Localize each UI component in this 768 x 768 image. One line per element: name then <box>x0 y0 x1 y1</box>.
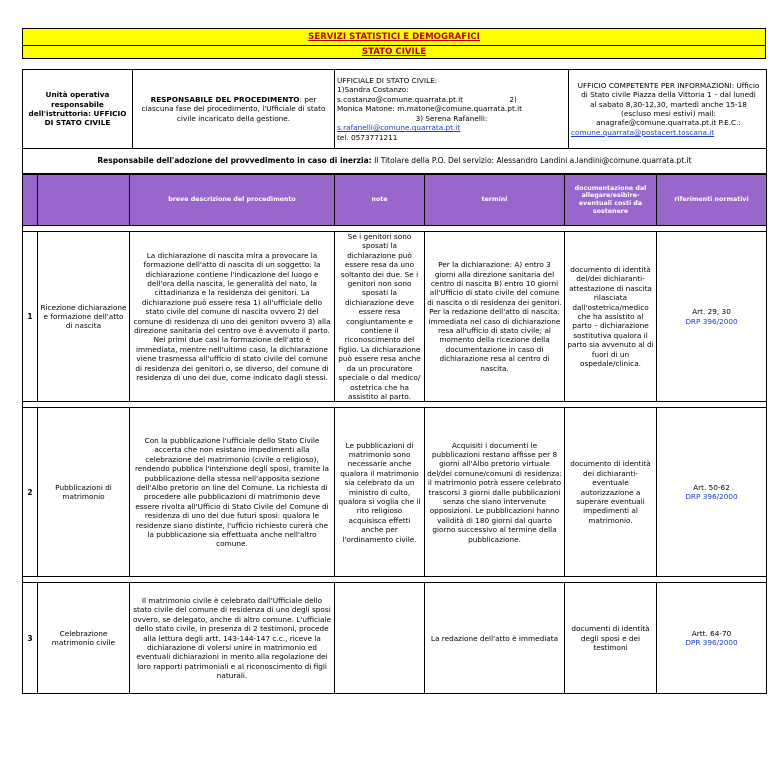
reference-link[interactable]: DPR 396/2000 <box>685 638 738 648</box>
procedure-responsible-text: : per ciascuna fase del procedimento, l'Ufficiale di stato civile incaricato della gestione. <box>141 94 326 123</box>
pec-email-link[interactable]: comune.quarrata@postacert.toscana.it <box>571 127 715 137</box>
reference-text: Art. 29, 30 <box>692 307 731 317</box>
officers-line-1: UFFICIALE DI STATO CIVILE: <box>337 76 438 86</box>
officers-line-3: s.costanzo@comune.quarrata.pt.it 2) <box>337 94 517 104</box>
info-table <box>22 69 767 174</box>
procedure-notes <box>335 583 425 694</box>
procedure-references <box>657 408 767 577</box>
procedure-name: Pubblicazioni di matrimonio <box>38 408 130 577</box>
row-number: 2 <box>23 408 38 577</box>
procedure-responsible <box>133 70 335 149</box>
procedure-description: La dichiarazione di nascita mira a provocare la formazione dell'atto di nascita di un soggetto: la dichiarazione contiene l'indicazione del luogo e dell'ora della nascita, le generalità del nato, la cittadinanza e la residenza dei genitori. La dichiarazione può essere resa 1) all'ufficiale dello stato civile del comune di nascita ovvero 2) del comune di residenza di uno dei genitori ovvero 3) alla direzione sanitaria del centro ove è avvenuto il parto. Nei primi due casi la formazione dell'atto è immediata, mentre nell'ultimo caso, la dichiarazione viene trasmessa all'ufficio di stato civile del comune di residenza dei genitori o, se diverso, del comune di residenza di uno dei due, come indicato dagli stessi. <box>130 232 335 402</box>
header-documents: documentazione dal allegare/esibire- eventuali costi da sostenere <box>565 175 657 226</box>
procedure-documents: documento di identità del/dei dichiaranti- attestazione di nascita rilasciata dall'ostetrica/medico che ha assistito al parto – dichiarazione sostitutiva qualora il parto sia avvenuto al di fuori di un ospedale/clinica. <box>565 232 657 402</box>
row-number: 1 <box>23 232 38 402</box>
header-name-cell <box>38 175 130 226</box>
inertia-label: Responsabile dell'adozione del provvedimento in caso di inerzia: <box>97 156 372 166</box>
header-terms: termini <box>425 175 565 226</box>
civil-status-officers <box>335 70 569 149</box>
officers-line-5: 3) Serena Rafanelli: <box>415 113 488 123</box>
procedure-notes: Le pubblicazioni di matrimonio sono necessarie anche qualora il matrimonio sia celebrato da un ministro di culto, qualora si voglia che il rito religioso acquisisca effetti anche per l'ordinamento civile. <box>335 408 425 577</box>
officers-line-2: 1)Sandra Costanzo: <box>337 85 409 95</box>
procedure-notes: Se i genitori sono sposati la dichiarazione può essere resa da uno soltanto dei due. Se i genitori non sono sposati la dichiarazione deve essere resa congiuntamente e contiene il riconoscimento del figlio. La dichiarazione può essere resa anche da un procuratore speciale o dal medico/ ostetrica che ha assistito al parto. <box>335 232 425 402</box>
officer-email-link[interactable]: s.rafanelli@comune.quarrata.pt.it <box>337 123 461 133</box>
procedure-references <box>657 232 767 402</box>
table-row <box>23 583 767 694</box>
reference-text: Artt. 64-70 <box>691 628 732 638</box>
inertia-responsible <box>23 149 767 174</box>
header-description: breve descrizione del procedimento <box>130 175 335 226</box>
procedure-terms: Acquisiti i documenti le pubblicazioni restano affisse per 8 giorni all'Albo pretorio virtuale del/dei comune/comuni di residenza: il matrimonio potrà essere celebrato trascorsi 3 giorni dalle pubblicazioni senza che siano intervenute opposizioni. Le pubblicazioni hanno validità di 180 giorni dal quarto giorno successivo al termine della pubblicazione. <box>425 408 565 577</box>
office-phone: tel. 0573771211 <box>337 132 398 142</box>
officers-line-4: Monica Matone: m.matone@comune.quarrata.pt.it <box>337 104 523 114</box>
reference-link[interactable]: DRP 396/2000 <box>685 492 738 502</box>
procedures-table <box>22 174 767 694</box>
reference-link[interactable]: DRP 396/2000 <box>685 316 738 326</box>
responsible-unit: Unità operativa responsabile dell'istruttoria: UFFICIO DI STATO CIVILE <box>23 70 133 149</box>
procedure-terms: Per la dichiarazione: A) entro 3 giorni alla direzione sanitaria del centro di nascita B) entro 10 giorni all'Ufficio di stato civile del comune di nascita o di residenza dei genitori. Per la redazione dell'atto di nascita: immediata nel caso di dichiarazione resa all'ufficio di stato civile; al momento della ricezione della documentazione in caso di dichiarazione resa al centro di nascita. <box>425 232 565 402</box>
row-number: 3 <box>23 583 38 694</box>
procedure-responsible-label: RESPONSABILE DEL PROCEDIMENTO <box>150 94 300 104</box>
procedure-documents: documenti di identità degli sposi e dei testimoni <box>565 583 657 694</box>
header-references: riferimenti normativi <box>657 175 767 226</box>
procedure-name: Ricezione dichiarazione e formazione dell'atto di nascita <box>38 232 130 402</box>
reference-text: Art. 50-62 <box>693 482 730 492</box>
header-notes: note <box>335 175 425 226</box>
table-row <box>23 408 767 577</box>
page-title: SERVIZI STATISTICI E DEMOGRAFICI <box>22 28 766 46</box>
procedure-terms: La redazione dell'atto è immediata <box>425 583 565 694</box>
procedure-name: Celebrazione matrimonio civile <box>38 583 130 694</box>
table-row <box>23 232 767 402</box>
competent-office <box>569 70 767 149</box>
section-title: STATO CIVILE <box>22 46 766 59</box>
document-sheet <box>22 28 766 694</box>
procedure-documents: documento di identità dei dichiaranti- eventuale autorizzazione a superare eventuali impedimenti al matrimonio. <box>565 408 657 577</box>
inertia-text: Il Titolare della P.O. Del servizio: Alessandro Landini a.landini@comune.quarrata.pt.it <box>371 156 692 166</box>
procedure-references <box>657 583 767 694</box>
competent-office-text: UFFICIO COMPETENTE PER INFORMAZIONI: Ufficio di Stato civile Piazza della Vittoria 1 – dal lunedì al sabato 8,30-12,30, martedì anche 15-18 (escluso mesi estivi) mail: anagrafe@comune.quarrata.pt.it P.E.C.: <box>577 80 760 128</box>
procedure-description: Il matrimonio civile è celebrato dall'Ufficiale dello stato civile del comune di residenza di uno degli sposi ovvero, se delegato, anche di altro comune. L'ufficiale dello stato civile, in presenza di 2 testimoni, procede alla lettura degli artt. 143-144-147 c.c., riceve la dichiarazione di volersi unire in matrimonio ed eventuali dichiarazioni in merito alla regolazione dei loro rapporti patrimoniali e al riconoscimento di figli naturali. <box>130 583 335 694</box>
procedure-description: Con la pubblicazione l'ufficiale dello Stato Civile accerta che non esistano impedimenti alla celebrazione del matrimonio (civile o religioso), rendendo pubblica l'intenzione degli sposi, tramite la pubblicazione della stessa nell'apposita sezione dell'Albo pretorio on line del Comune. La richiesta di procedere alle pubblicazioni di matrimonio deve essere rivolta all'Ufficio di Stato Civile del Comune di residenza di uno dei due futuri sposi: qualora le residenze siano distinte, l'ufficio richiesto curerà che la pubblicazione sia effettuata anche nell'altro comune. <box>130 408 335 577</box>
header-number-cell <box>23 175 38 226</box>
